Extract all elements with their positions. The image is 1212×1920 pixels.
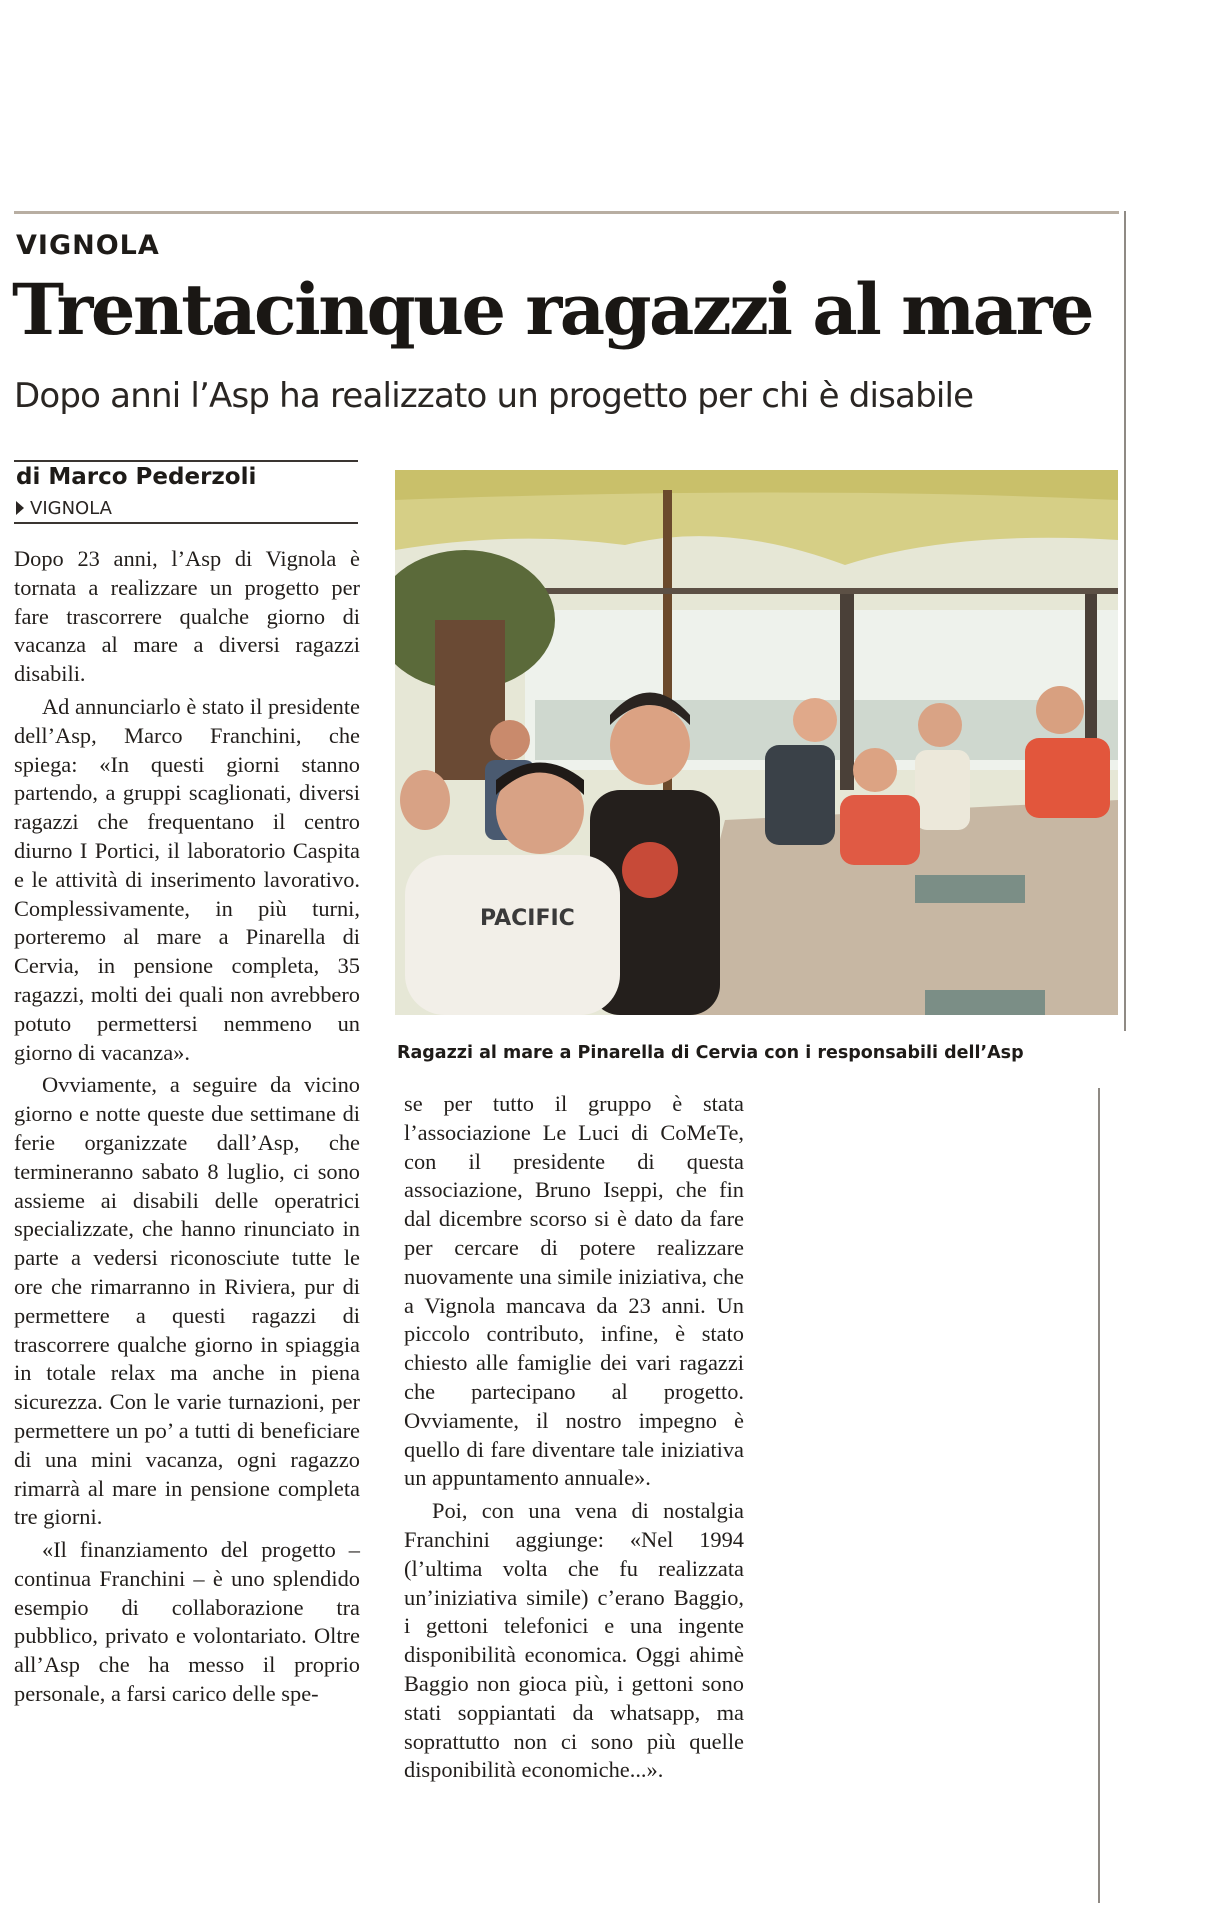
paragraph: Poi, con una vena di nostalgia Franchini aggiunge: «Nel 1994 (l’ultima volta che fu realizzata un’iniziativa simile) c’erano Baggio, i gettoni telefonici e una ingente disponibilità economica. Oggi ahimè Baggio non gioca più, i gettoni sono stati soppiantati da whatsapp, ma soprattutto non ci sono più quelle disponibilità economiche...». [404,1498,744,1783]
subheadline: Dopo anni l’Asp ha realizzato un progetto per chi è disabile [14,376,974,416]
byline: di Marco Pederzoli [16,464,257,490]
photo-caption: Ragazzi al mare a Pinarella di Cervia con i responsabili dell’Asp [397,1043,1024,1063]
kicker: VIGNOLA [16,230,160,261]
article-column-2 [404,1090,744,1785]
article-photo [395,470,1118,1015]
byline-rule-bottom [14,522,358,524]
headline: Trentacinque ragazzi al mare [12,268,1093,351]
byline-rule [14,460,358,462]
column-rule [1098,1088,1100,1903]
dateline [16,498,112,519]
paragraph: se per tutto il gruppo è stata l’associazione Le Luci di CoMeTe, con il presidente di questa associazione, Bruno Iseppi, che fin dal dicembre scorso si è dato da fare per cercare di potere realizzare nuovamente una simile iniziativa, che a Vignola mancava da 23 anni. Un piccolo contributo, infine, è stato chiesto alle famiglie dei vari ragazzi che partecipano al progetto. Ovviamente, il nostro impegno è quello di fare diventare tale iniziativa un appuntamento annuale». [404,1091,744,1491]
right-rule [1124,211,1126,1031]
paragraph: «Il finanziamento del progetto – continua Franchini – è uno splendido esempio di collaborazione tra pubblico, privato e volontariato. Oltre all’Asp che ha messo il proprio personale, a farsi carico delle spe- [14,1537,360,1707]
triangle-icon [16,501,24,515]
paragraph: Ad annunciarlo è stato il presidente dell’Asp, Marco Franchini, che spiega: «In questi giorni stanno partendo, a gruppi scaglionati, diversi ragazzi che frequentano il centro diurno I Portici, il laboratorio Caspita e le attività di inserimento lavorativo. Complessivamente, in più turni, porteremo al mare a Pinarella di Cervia, in pensione completa, 35 ragazzi, molti dei quali non avrebbero potuto permettersi nemmeno un giorno di vacanza». [14,693,360,1065]
top-rule [14,211,1119,214]
shirt-text: PACIFIC [480,906,575,931]
dateline-text: VIGNOLA [30,498,112,519]
paragraph: Dopo 23 anni, l’Asp di Vignola è tornata a realizzare un progetto per fare trascorrere qualche giorno di vacanza al mare a diversi ragazzi disabili. [14,546,360,687]
article-column-1 [14,545,360,1709]
paragraph: Ovviamente, a seguire da vicino giorno e notte queste due settimane di ferie organizzate dall’Asp, che termineranno sabato 8 luglio, ci sono assieme ai disabili delle operatrici specializzate, che hanno rinunciato in parte a vedersi riconosciute tutte le ore che rimarranno in Riviera, pur di permettere a questi ragazzi di trascorrere qualche giorno in spiaggia in totale relax ma anche in piena sicurezza. Con le varie turnazioni, per permettere un po’ a tutti di beneficiare di una mini vacanza, ogni ragazzo rimarrà al mare in pensione completa tre giorni. [14,1072,360,1530]
photo-illustration [395,470,1118,1015]
